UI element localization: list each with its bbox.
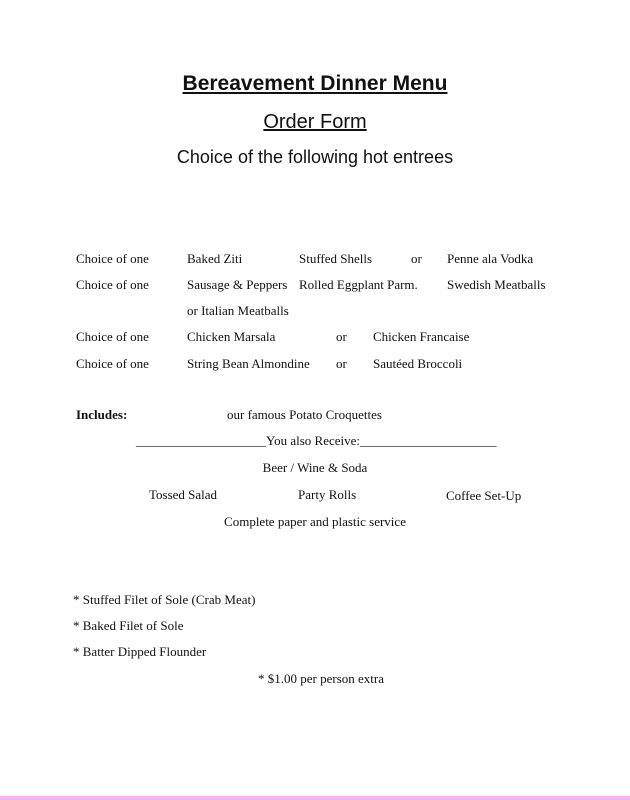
side-tossed-salad: Tossed Salad [149,487,218,502]
entree-row-1-or: or [411,251,422,266]
entree-option-penne-vodka: Penne ala Vodka [447,251,534,266]
entree-option-stuffed-shells: Stuffed Shells [299,251,373,266]
entree-option-rolled-eggplant: Rolled Eggplant Parm. [299,277,418,292]
entree-row-3-label: Choice of one [76,329,149,344]
entree-option-string-bean: String Bean Almondine [187,356,310,371]
entree-option-sauteed-broccoli: Sautéed Broccoli [373,356,463,371]
entree-row-3-or: or [336,329,347,344]
entree-option-italian-meatballs: or Italian Meatballs [187,303,289,318]
side-coffee-setup: Coffee Set-Up [446,488,522,503]
you-also-receive-line: ____________________You also Receive:_____________________ [136,433,497,448]
extra-item-stuffed-sole: * Stuffed Filet of Sole (Crab Meat) [73,592,256,607]
service-line: Complete paper and plastic service [224,514,406,529]
order-form-subtitle: Order Form [263,111,367,133]
side-party-rolls: Party Rolls [298,487,357,502]
entree-row-1-label: Choice of one [76,251,149,266]
menu-title: Bereavement Dinner Menu [182,72,448,95]
entree-option-baked-ziti: Baked Ziti [187,251,243,266]
entree-option-chicken-marsala: Chicken Marsala [187,329,276,344]
entree-option-sausage-peppers: Sausage & Peppers [187,277,288,292]
includes-label: Includes: [76,407,128,422]
entree-row-2-label: Choice of one [76,277,149,292]
extra-item-baked-sole: * Baked Filet of Sole [73,618,184,633]
potato-croquettes: our famous Potato Croquettes [227,407,382,422]
drinks-line: Beer / Wine & Soda [262,460,368,475]
entree-option-swedish-meatballs: Swedish Meatballs [447,277,546,292]
extra-item-batter-flounder: * Batter Dipped Flounder [73,644,207,659]
entree-row-4-or: or [336,356,347,371]
entree-option-chicken-francaise: Chicken Francaise [373,329,470,344]
extra-price-note: * $1.00 per person extra [258,671,384,686]
entrees-headline: Choice of the following hot entrees [176,147,454,167]
page-bottom-edge [0,796,630,800]
entree-row-4-label: Choice of one [76,356,149,371]
